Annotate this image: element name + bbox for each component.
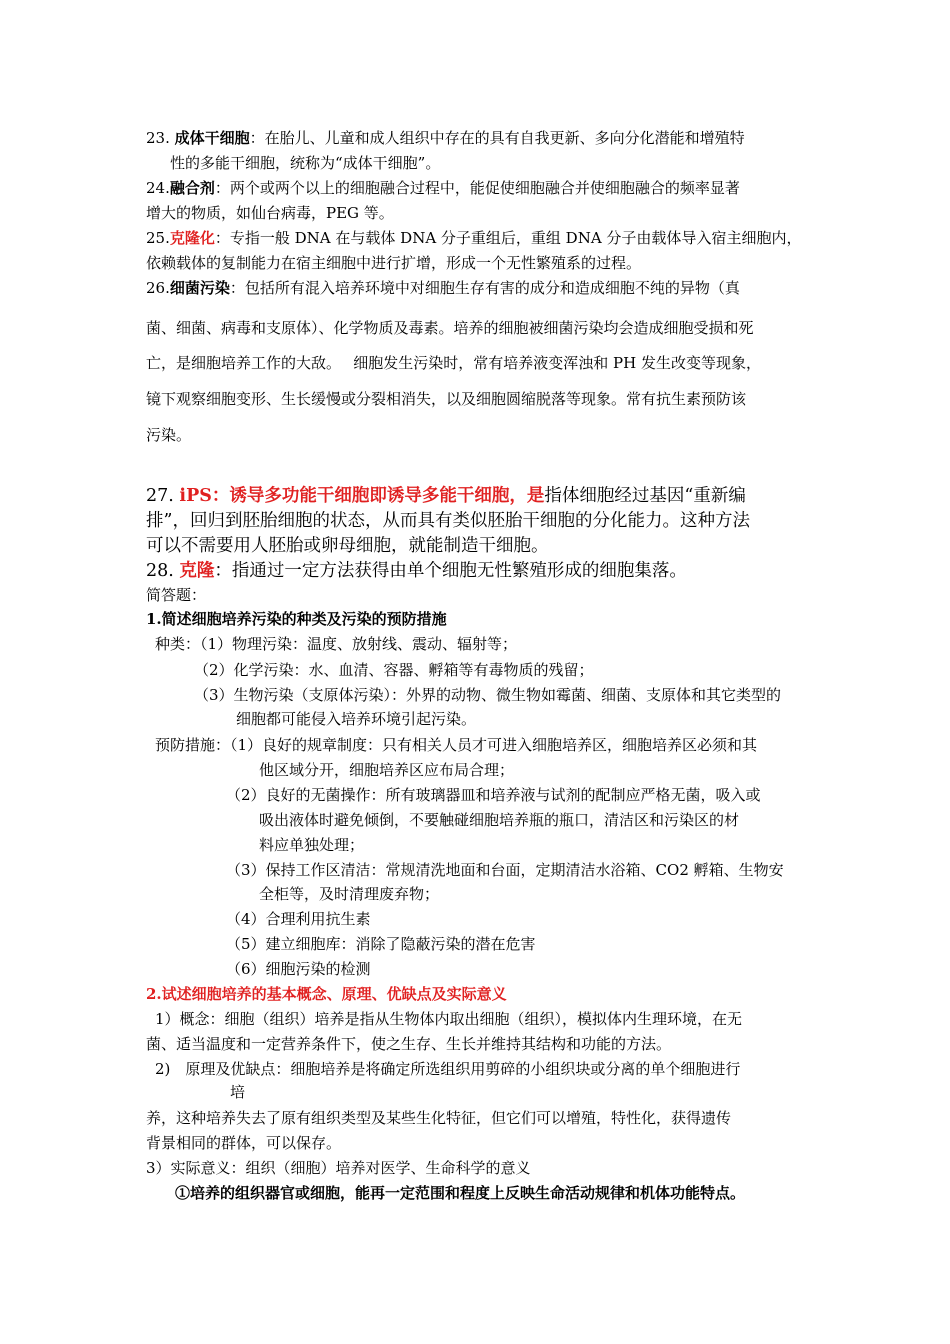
q1-prevention-2b: 吸出液体时避免倾倒，不要触碰细胞培养瓶的瓶口，清洁区和污染区的材	[259, 811, 740, 829]
q2-principle-a: 2) 原理及优缺点：细胞培养是将确定所选组织用剪碎的小组织块或分离的单个细胞进行	[155, 1060, 741, 1078]
q2-principle-b: 培	[230, 1083, 246, 1101]
q1-prevention-2a: （2）良好的无菌操作：所有玻璃器皿和培养液与试剂的配制应严格无菌，吸入或	[226, 786, 761, 804]
term-27-line-2: 排”，回归到胚胎细胞的状态，从而具有类似胚胎干细胞的分化能力。这种方法	[146, 511, 750, 531]
term-title: 克隆	[179, 561, 215, 581]
q1-prevention-2c: 料应单独处理；	[259, 836, 365, 854]
q1-prevention-1b: 他区域分开，细胞培养区应布局合理；	[259, 761, 515, 779]
term-number: 26.	[146, 279, 170, 297]
q2-principle-d: 背景相同的群体，可以保存。	[146, 1134, 342, 1152]
term-number: 27.	[146, 486, 174, 506]
term-number: 28.	[146, 561, 174, 581]
q2-principle-c: 养，这种培养失去了原有组织类型及某些生化特征，但它们可以增殖，特性化，获得遗传	[146, 1109, 732, 1127]
term-number: 24.	[146, 179, 170, 197]
q2-significance-1: ①培养的组织器官或细胞，能再一定范围和程度上反映生命活动规律和机体功能特点。	[175, 1184, 746, 1202]
term-23-line-1	[146, 128, 745, 148]
term-28-line-1	[146, 559, 687, 583]
term-text: ：两个或两个以上的细胞融合过程中，能促使细胞融合并使细胞融合的频率显著	[214, 179, 740, 197]
question-2-title: 2.试述细胞培养的基本概念、原理、优缺点及实际意义	[146, 985, 507, 1003]
q2-concept-b: 菌、适当温度和一定营养条件下，使之生存、生长并维持其结构和功能的方法。	[146, 1035, 672, 1053]
term-26-line-1	[146, 278, 740, 298]
q1-types-3a: （3）生物污染（支原体污染）：外界的动物、微生物如霉菌、细菌、支原体和其它类型的	[194, 686, 782, 704]
term-title: 融合剂	[169, 179, 215, 197]
q2-concept-a: 1）概念：细胞（组织）培养是指从生物体内取出细胞（组织），模拟体内生理环境，在无	[155, 1010, 743, 1028]
q1-types-2: （2）化学污染：水、血清、容器、孵箱等有毒物质的残留；	[194, 661, 594, 679]
term-number: 23.	[146, 129, 170, 147]
term-text: ：在胎儿、儿童和成人组织中存在的具有自我更新、多向分化潜能和增殖特	[249, 129, 745, 147]
term-title: 细菌污染	[169, 279, 230, 297]
term-27-line-3: 可以不需要用人胚胎或卵母细胞，就能制造干细胞。	[146, 536, 549, 556]
question-1-title: 1.简述细胞培养污染的种类及污染的预防措施	[146, 610, 447, 628]
short-answer-heading: 简答题：	[146, 586, 207, 604]
term-text: ：指通过一定方法获得由单个细胞无性繁殖形成的细胞集落。	[214, 561, 687, 581]
term-text: ：专指一般 DNA 在与载体 DNA 分子重组后，重组 DNA 分子由载体导入宿主细胞内，	[214, 229, 802, 247]
q2-significance: 3）实际意义：组织（细胞）培养对医学、生命科学的意义	[146, 1159, 531, 1177]
term-26-line-4: 镜下观察细胞变形、生长缓慢或分裂相消失，以及细胞圆缩脱落等现象。常有抗生素预防该	[146, 390, 747, 408]
term-25-line-2: 依赖载体的复制能力在宿主细胞中进行扩增，形成一个无性繁殖系的过程。	[146, 254, 642, 272]
term-title: iPS：诱导多功能干细胞即诱导多能干细胞，是	[179, 486, 545, 506]
term-25-line-1	[146, 228, 801, 248]
term-number: 25.	[146, 229, 170, 247]
q1-prevention-4: （4）合理利用抗生素	[226, 910, 371, 928]
term-title: 成体干细胞	[174, 129, 250, 147]
q1-prevention-3a: （3）保持工作区清洁：常规清洗地面和台面，定期清洁水浴箱、CO2 孵箱、生物安	[226, 861, 784, 879]
term-23-line-2: 性的多能干细胞，统称为“成体干细胞”。	[170, 154, 441, 172]
term-27-line-1	[146, 484, 746, 508]
term-26-line-3: 亡，是细胞培养工作的大敌。 细胞发生污染时，常有培养液变浑浊和 PH 发生改变等现象，	[146, 354, 761, 372]
term-24-line-2: 增大的物质，如仙台病毒，PEG 等。	[146, 204, 394, 222]
q1-prevention-1a: 预防措施：（1）良好的规章制度：只有相关人员才可进入细胞培养区，细胞培养区必须和其	[155, 736, 758, 754]
term-text: 指体细胞经过基因“重新编	[544, 486, 746, 506]
q1-prevention-3b: 全柜等，及时清理废弃物；	[259, 885, 440, 903]
term-title: 克隆化	[169, 229, 215, 247]
term-text: ：包括所有混入培养环境中对细胞生存有害的成分和造成细胞不纯的异物（真	[229, 279, 740, 297]
q1-types-3b: 细胞都可能侵入培养环境引起污染。	[236, 710, 477, 728]
q1-types-1: 种类：（1）物理污染：温度、放射线、震动、辐射等；	[155, 635, 518, 653]
term-26-line-5: 污染。	[146, 426, 192, 444]
q1-prevention-5: （5）建立细胞库：消除了隐蔽污染的潜在危害	[226, 935, 536, 953]
term-26-line-2: 菌、细菌、病毒和支原体）、化学物质及毒素。培养的细胞被细菌污染均会造成细胞受损和死	[146, 319, 754, 337]
term-24-line-1	[146, 178, 740, 198]
q1-prevention-6: （6）细胞污染的检测	[226, 960, 371, 978]
